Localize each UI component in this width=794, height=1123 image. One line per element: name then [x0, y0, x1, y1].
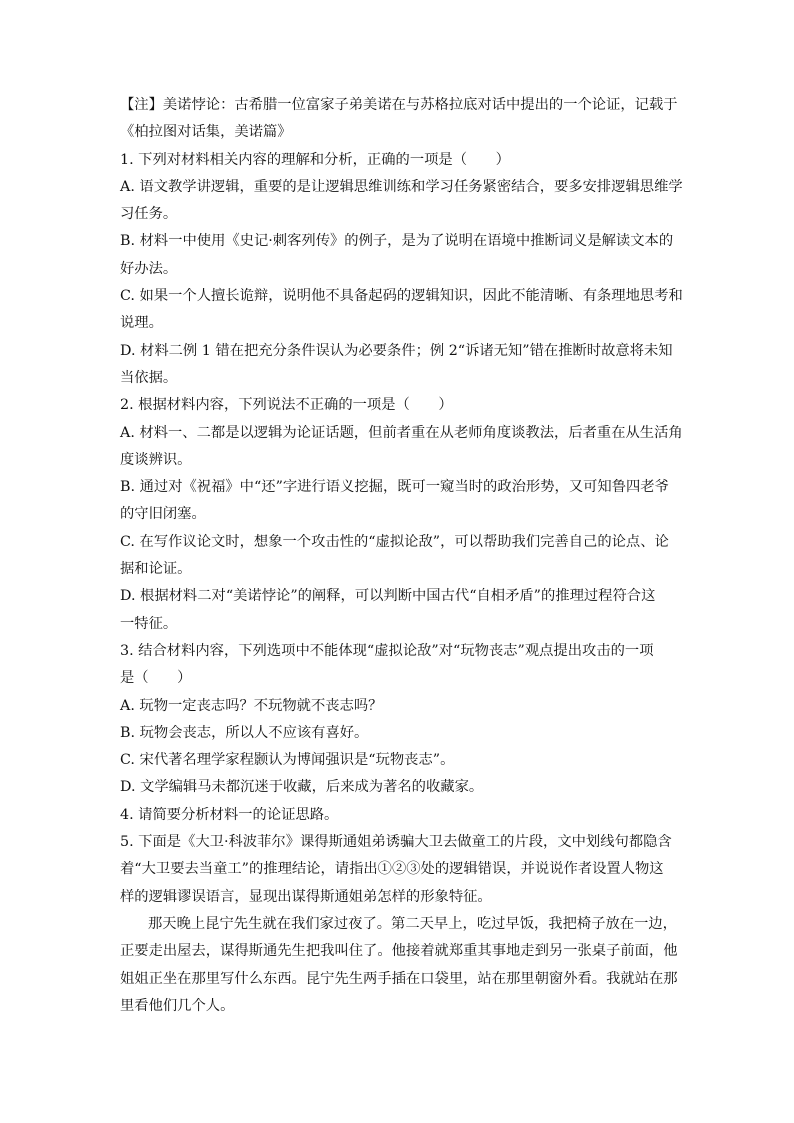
option-c: C. 在写作议论文时，想象一个攻击性的“虚拟论敌”，可以帮助我们完善自己的论点、论 [120, 533, 669, 550]
question-stem-cont: 是（ ） [120, 670, 192, 687]
option-b: B. 玩物会丧志，所以人不应该有喜好。 [120, 724, 369, 741]
option-b: B. 材料一中使用《史记·刺客列传》的例子，是为了说明在语境中推断词义是解读文本的 [120, 233, 674, 250]
question-5 [120, 829, 680, 911]
question-stem: 4. 请简要分析材料一的论证思路。 [120, 806, 339, 823]
question-stem: 5. 下面是《大卫·科波菲尔》课得斯通姐弟诱骗大卫去做童工的片段，文中划线句都隐含 [120, 834, 672, 851]
option-d-cont: 一特征。 [120, 615, 178, 632]
option-a: A. 玩物一定丧志吗？不玩物就不丧志吗？ [120, 697, 383, 714]
passage-line: 姐姐正坐在那里写什么东西。昆宁先生两手插在口袋里，站在那里朝窗外看。我就站在那 [120, 970, 678, 987]
option-d: D. 文学编辑马未都沉迷于收藏，后来成为著名的收藏家。 [120, 779, 484, 796]
option-b: B. 通过对《祝福》中“还”字进行语义挖掘，既可一窥当时的政治形势，又可知鲁四老爷 [120, 479, 669, 496]
question-stem: 3. 结合材料内容，下列选项中不能体现“虚拟论敌”对“玩物丧志”观点提出攻击的一项 [120, 642, 654, 659]
question-stem: 2. 根据材料内容，下列说法不正确的一项是（ ） [120, 397, 453, 414]
option-b-cont: 的守旧闭塞。 [120, 506, 206, 523]
option-a-cont: 度谈辨识。 [120, 451, 192, 468]
note-line: 【注】美诺悖论：古希腊一位富家子弟美诺在与苏格拉底对话中提出的一个论证，记载于 [120, 97, 678, 113]
passage-line: 正要走出屋去，谋得斯通先生把我叫住了。他接着就郑重其事地走到另一张桌子前面，他 [120, 943, 678, 960]
question-stem: 1. 下列对材料相关内容的理解和分析，正确的一项是（ ） [120, 151, 510, 168]
option-d-cont: 当依据。 [120, 369, 178, 386]
option-c: C. 宋代著名理学家程颢认为博闻强识是“玩物丧志”。 [120, 752, 455, 769]
question-stem-cont: 样的逻辑谬误语言，显现出谋得斯通姐弟怎样的形象特征。 [120, 888, 492, 905]
passage-line: 那天晚上昆宁先生就在我们家过夜了。第二天早上，吃过早饭，我把椅子放在一边， [148, 915, 677, 932]
passage-line: 里看他们几个人。 [120, 997, 235, 1014]
option-d: D. 根据材料二对“美诺悖论”的阐释，可以判断中国古代“自相矛盾”的推理过程符合这 [120, 588, 656, 605]
option-c: C. 如果一个人擅长诡辩，说明他不具备起码的逻辑知识，因此不能清晰、有条理地思考和 [120, 288, 683, 305]
option-a: A. 材料一、二都是以逻辑为论证话题，但前者重在从老师角度谈教法，后者重在从生活角 [120, 424, 683, 441]
document-page [120, 92, 683, 1020]
question-4 [120, 802, 680, 829]
question-1 [120, 147, 683, 393]
note-block [120, 92, 680, 147]
option-d: D. 材料二例 1 错在把充分条件误认为必要条件；例 2“诉诸无知”错在推断时故意将未知 [120, 342, 673, 359]
option-a-cont: 习任务。 [120, 206, 178, 223]
excerpt-passage [120, 911, 680, 1020]
question-3 [120, 638, 680, 802]
option-c-cont: 说理。 [120, 315, 163, 332]
question-2 [120, 392, 683, 638]
option-a: A. 语文教学讲逻辑，重要的是让逻辑思维训练和学习任务紧密结合，要多安排逻辑思维学 [120, 178, 683, 195]
note-line: 《柏拉图对话集，美诺篇》 [120, 124, 292, 141]
option-c-cont: 据和论证。 [120, 561, 192, 578]
question-stem-cont: 着“大卫要去当童工”的推理结论，请指出①②③处的逻辑错误，并说说作者设置人物这 [120, 861, 664, 878]
option-b-cont: 好办法。 [120, 260, 178, 277]
